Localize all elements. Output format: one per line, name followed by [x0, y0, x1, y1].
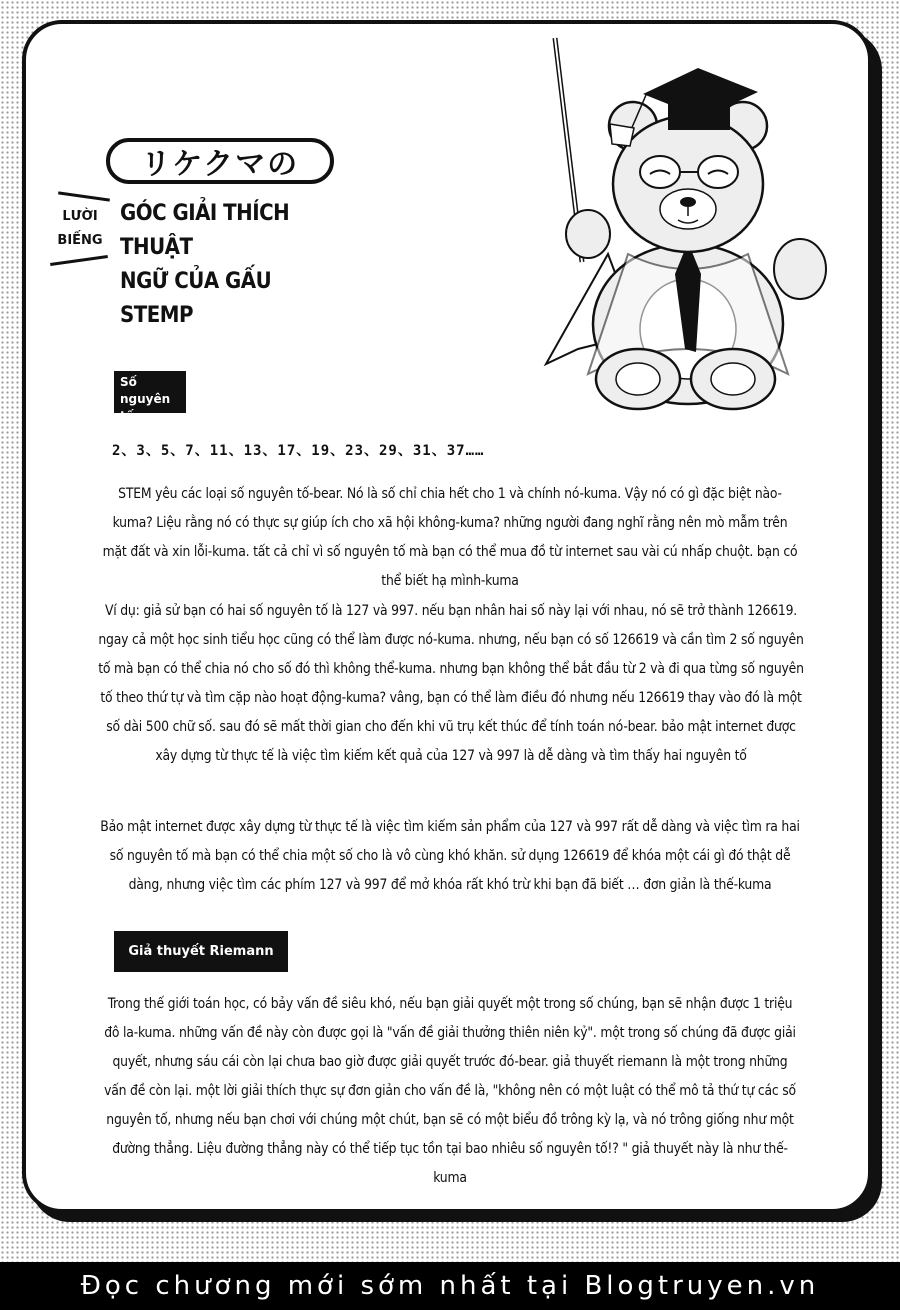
section-label-primes-line2: tố	[120, 409, 134, 423]
section-label-primes	[114, 371, 186, 423]
paragraph-riemann: Trong thế giới toán học, có bảy vấn đề siêu khó, nếu bạn giải quyết một trong số chúng, bạn sẽ nhận được 1 triệu đô la-kuma. những vấn đề này còn được gọi là "vấn đề giải thưởng thiên niên kỷ". một trong số chúng đã được giải quyết, nhưng sáu cái còn lại chưa bao giờ được giải quyết trước đó-bear. giả thuyết riemann là một trong những vấn đề còn lại. một lời giải thích thực sự đơn giản cho vấn đề là, "không nên có một luật có thể mô tả thứ tự các số nguyên tố, nhưng nếu bạn chơi với chúng một chút, bạn sẽ có một biểu đồ trông kỳ lạ, và nó trông giống như một đường thẳng. Liệu đường thẳng này có thể tiếp tục tồn tại bao nhiêu số nguyên tố!? " giả thuyết này là như thế-kuma	[104, 996, 796, 1186]
series-logo	[106, 138, 334, 184]
lazy-tag-line-bottom	[50, 255, 108, 266]
page-title	[120, 197, 350, 333]
page-title-line1: GÓC GIẢI THÍCH THUẬT	[120, 201, 290, 260]
paragraph-primes-example: Ví dụ: giả sử bạn có hai số nguyên tố là 127 và 997. nếu bạn nhân hai số này lại với nhau, nó sẽ trở thành 126619. ngay cả một học sinh tiểu học cũng có thể làm được nó-kuma. nhưng, nếu bạn có số 126619 và cần tìm 2 số nguyên tố mà bạn có thể chia nó cho số đó thì không thể-kuma. nhưng bạn không thể bắt đầu từ 2 và đi qua từng số nguyên tố theo thứ tự và tìm cặp nào hoạt động-kuma? vâng, bạn có thể làm điều đó nhưng nếu 126619 thay vào đó là một số dài 500 chữ số. sau đó sẽ mất thời gian cho đến khi vũ trụ kết thúc để tính toán nó-bear. bảo mật internet được xây dựng từ thực tế là việc tìm kiếm kết quả của 127 và 997 là dễ dàng và tìm thấy hai nguyên tố	[98, 603, 804, 764]
footer-text: Đọc chương mới sớm nhất tại Blogtruyen.vn	[80, 1271, 820, 1301]
section-label-primes-line1: Số nguyên	[120, 375, 171, 406]
paragraph-primes-security: Bảo mật internet được xây dựng từ thực tế là việc tìm kiếm sản phẩm của 127 và 997 rất dễ dàng và việc tìm ra hai số nguyên tố mà bạn có thể chia một số cho là vô cùng khó khăn. sử dụng 126619 để khóa một cái gì đó thật dễ dàng, nhưng việc tìm các phím 127 và 997 để mở khóa rất khó trừ khi bạn đã biết … đơn giản là thế-kuma	[100, 819, 800, 893]
paragraph-primes-intro: STEM yêu các loại số nguyên tố-bear. Nó là số chỉ chia hết cho 1 và chính nó-kuma. Vậy nó có gì đặc biệt nào-kuma? Liệu rằng nó có thực sự giúp ích cho xã hội không-kuma? những người đang nghĩ rằng nên mò mẫm trên mặt đất và xin lỗi-kuma. tất cả chỉ vì số nguyên tố mà bạn có thể mua đồ từ internet sau vài cú nhấp chuột. bạn có thể biết hạ mình-kuma	[102, 486, 798, 589]
lazy-tag	[46, 195, 112, 265]
section-label-riemann	[114, 931, 288, 972]
lazy-tag-line1: LƯỜI	[62, 209, 98, 224]
prime-sequence: 2、3、5、7、11、13、17、19、23、29、31、37……	[112, 443, 485, 459]
lazy-tag-line2: BIẾNG	[57, 233, 103, 248]
professor-bear-illustration	[538, 34, 838, 414]
series-logo-text: リケクマの	[140, 147, 300, 182]
page-title-line2: NGỮ CỦA GẤU STEMP	[120, 269, 272, 328]
section-label-riemann-text: Giả thuyết Riemann	[128, 944, 274, 959]
footer-banner	[0, 1262, 900, 1310]
